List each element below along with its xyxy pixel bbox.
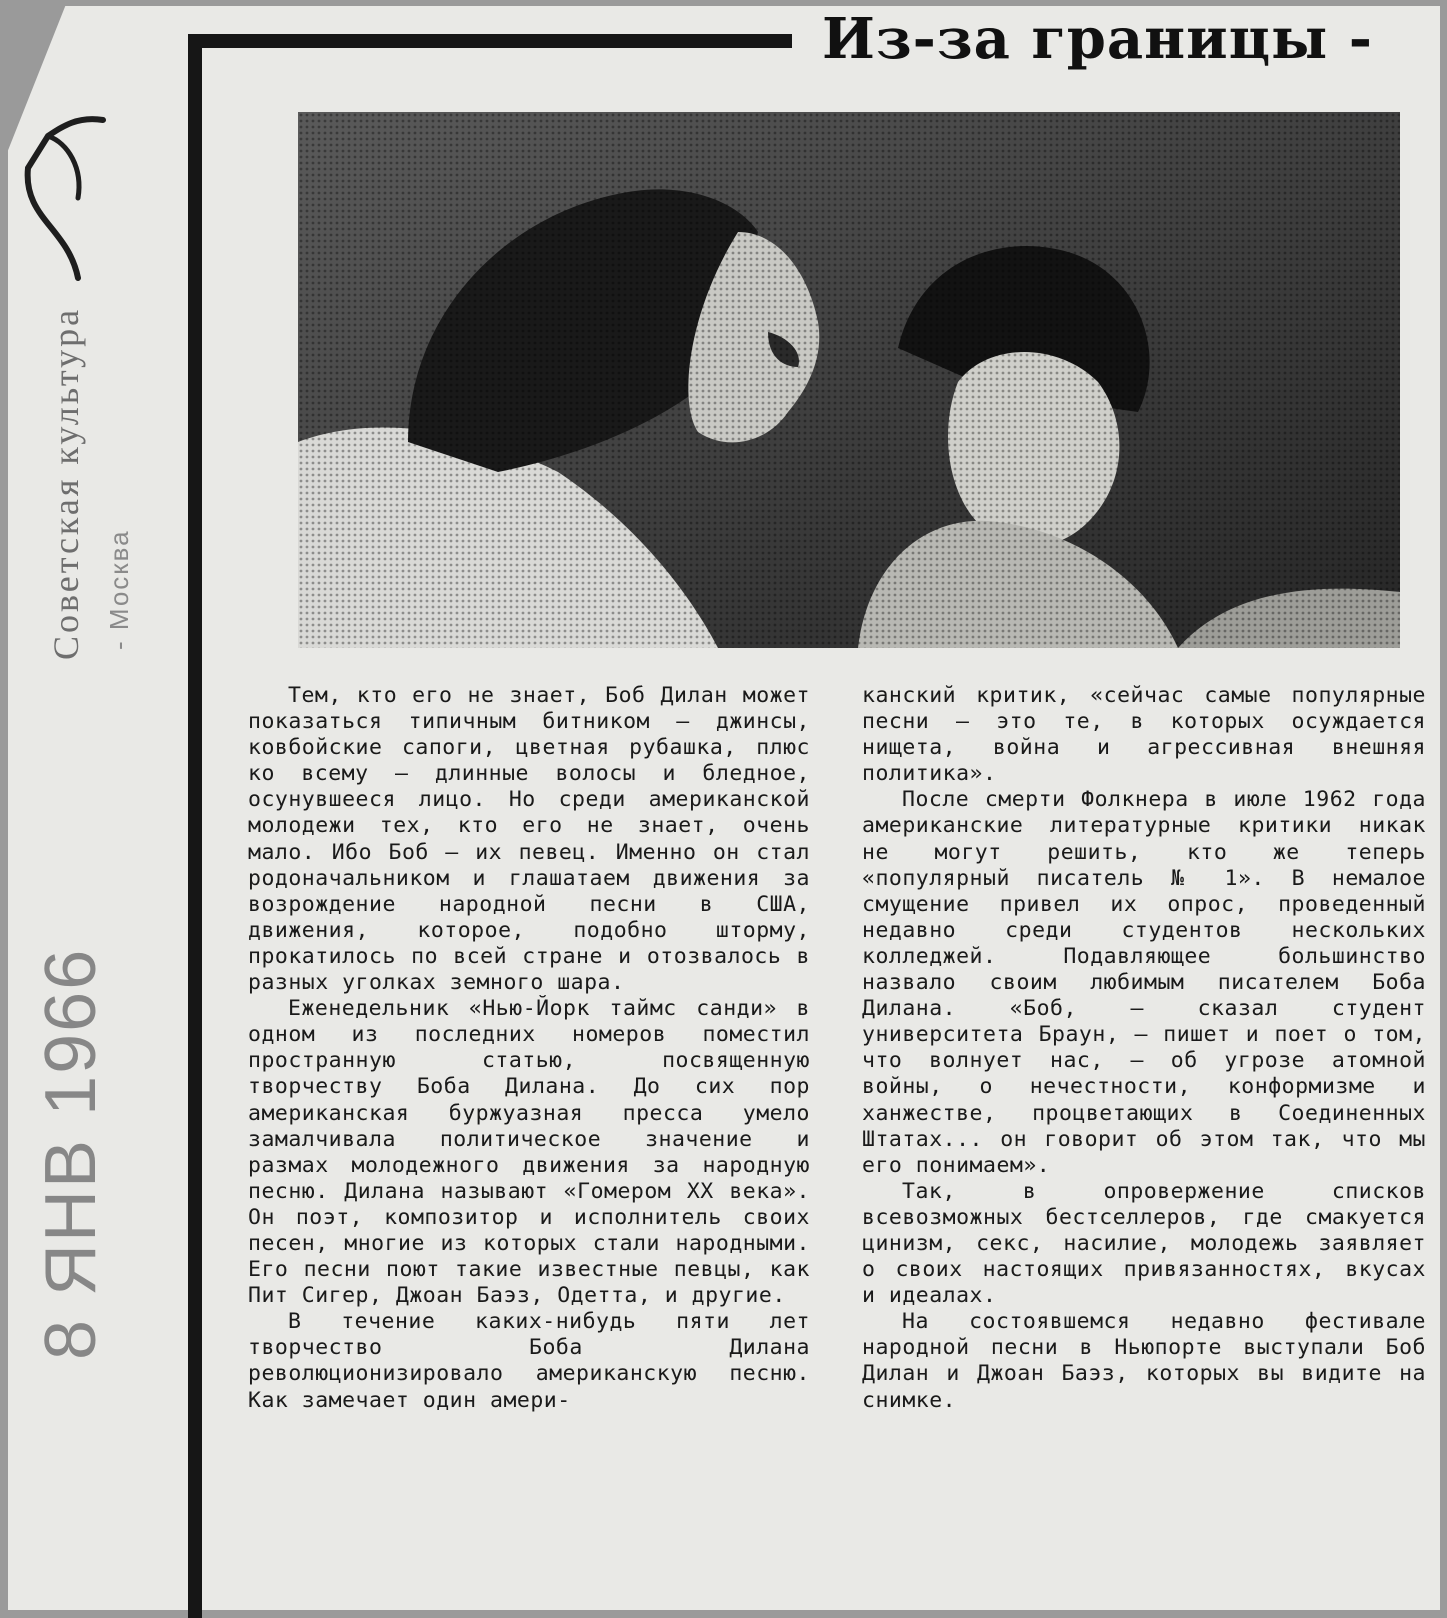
paragraph: После смерти Фолкнера в июле 1962 года американские литературные критики никак не могут решить, кто же теперь «популярный писатель № 1». В немалое смущение привел их опрос, проведенный недавно среди студентов нескольких колледжей. Подавляющее большинство назвало своим любимым писателем Боба Дилана. «Боб, — сказал студент университета Браун, — пишет и поет о том, что волнует нас, — об угрозе атомной войны, о нечестности, конформизме и ханжестве, процветающих в Соединенных Штатах... он говорит об этом так, что мы его понимаем». — [862, 787, 1426, 1178]
frame-left-rule — [188, 34, 202, 1618]
city-stamp: - Москва — [104, 529, 134, 650]
frame-top-rule — [188, 34, 792, 48]
paragraph: Еженедельник «Нью-Йорк таймс санди» в одном из последних номеров поместил пространную статью, посвященную творчеству Боба Дилана. До сих пор американская буржуазная пресса умело замалчивала политическое значение и размах молодежного движения за народную песню. Дилана называют «Гомером XX века». Он поэт, композитор и исполнитель своих песен, многие из которых стали народными. Его песни поют такие известные певцы, как Пит Сигер, Джоан Баэз, Одетта, и другие. — [248, 996, 810, 1309]
halftone-photo — [298, 112, 1400, 648]
section-title: Из-за границы - — [822, 6, 1373, 72]
publication-stamp: Советская культура — [46, 306, 86, 660]
article-left-column — [248, 683, 810, 1414]
paragraph: На состоявшемся недавно фестивале народной песни в Ньюпорте выступали Боб Дилан и Джоан Баэз, которых вы видите на снимке. — [862, 1309, 1426, 1413]
paragraph: В течение каких-нибудь пяти лет творчество Боба Дилана революционизировало американскую песню. Как замечает один амери- — [248, 1309, 810, 1413]
paragraph: Тем, кто его не знает, Боб Дилан может показаться типичным битником — джинсы, ковбойские сапоги, цветная рубашка, плюс ко всему — длинные волосы и бледное, осунувшееся лицо. Но среди американской молодежи тех, кто его не знает, очень мало. Ибо Боб — их певец. Именно он стал родоначальником и глашатаем движения за возрождение народной песни в США, движения, которое, подобно шторму, прокатилось по всей стране и отозвалось в разных уголках земного шара. — [248, 683, 810, 996]
paragraph: Так, в опровержение списков всевозможных бестселлеров, где смакуется цинизм, секс, насилие, молодежь заявляет о своих настоящих привязанностях, вкусах и идеалах. — [862, 1178, 1426, 1309]
article-right-column — [862, 683, 1426, 1414]
photo-illustration — [298, 112, 1400, 648]
paragraph: канский критик, «сейчас самые популярные песни — это те, в которых осуждается нищета, война и агрессивная внешняя политика». — [862, 683, 1426, 787]
date-stamp: 8 ЯНВ 1966 — [31, 947, 111, 1360]
